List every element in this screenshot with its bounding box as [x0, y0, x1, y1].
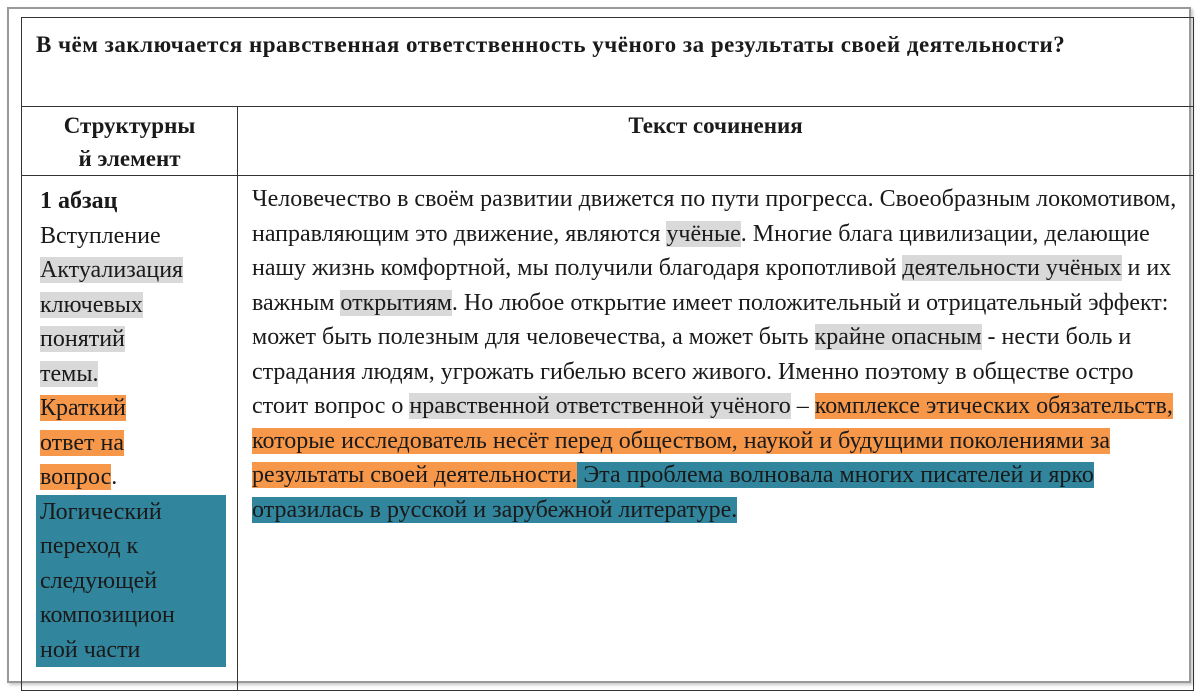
header-structural-element-line1: Структурны [63, 113, 196, 138]
highlight-discoveries: открытиям [340, 289, 452, 316]
highlight-dangerous: крайне опасным [814, 324, 982, 350]
paragraph-label: 1 абзац [40, 188, 118, 214]
question-cell: В чём заключается нравственная ответственность учёного за результаты своей деятельности? [22, 18, 1194, 107]
essay-sentence-5: - нести боль и страдания людям, угрожать гибелью всего живого. Именно поэтому в обществе остро стоит вопрос о [252, 324, 1134, 419]
essay-dash: – [790, 393, 815, 419]
essay-sentence-2: . Многие блага цивилизации, делающие нашу жизнь комфортной, мы получили благодаря кропотливой [252, 220, 1150, 281]
transition-label: Логический переход к следующей композицион ной части [36, 495, 226, 668]
highlight-short-answer: комплексе этических обязательств, которые исследователь несёт перед обществом, наукой и будущими поколениями за результаты своей деятельности. [252, 393, 1173, 488]
highlight-transition: Эта проблема волновала многих писателей и ярко отразилась в русской и зарубежной литературе. [252, 462, 1094, 523]
highlight-scientists-activity: деятельности учёных [902, 255, 1122, 281]
essay-sentence-1: Человечество в своём развитии движется по пути прогресса. Своеобразным локомотивом, направляющим это движение, являются [252, 186, 1177, 247]
header-row [22, 107, 1194, 176]
essay-sentence-3: и их важным [252, 255, 1172, 316]
highlight-moral-responsibility: нравственной ответственной учёного [409, 393, 791, 419]
short-answer-label: Краткий ответ на вопрос. [40, 395, 126, 490]
header-structural-element-line2: й элемент [78, 146, 181, 171]
intro-label: Вступление [40, 222, 161, 249]
essay-text-column [238, 176, 1194, 691]
header-structural-element [22, 107, 238, 176]
header-essay-text: Текст сочинения [238, 107, 1194, 176]
structure-column [22, 176, 238, 691]
key-concepts-label: Актуализация ключевых понятий темы. [40, 257, 184, 387]
question-row [22, 18, 1194, 107]
content-row [22, 176, 1194, 691]
essay-sentence-4: . Но любое открытие имеет положительный и отрицательный эффект: может быть полезным для человечества, а может быть [252, 289, 1169, 350]
highlight-scientists: учёные [666, 220, 741, 247]
essay-table [21, 17, 1194, 691]
